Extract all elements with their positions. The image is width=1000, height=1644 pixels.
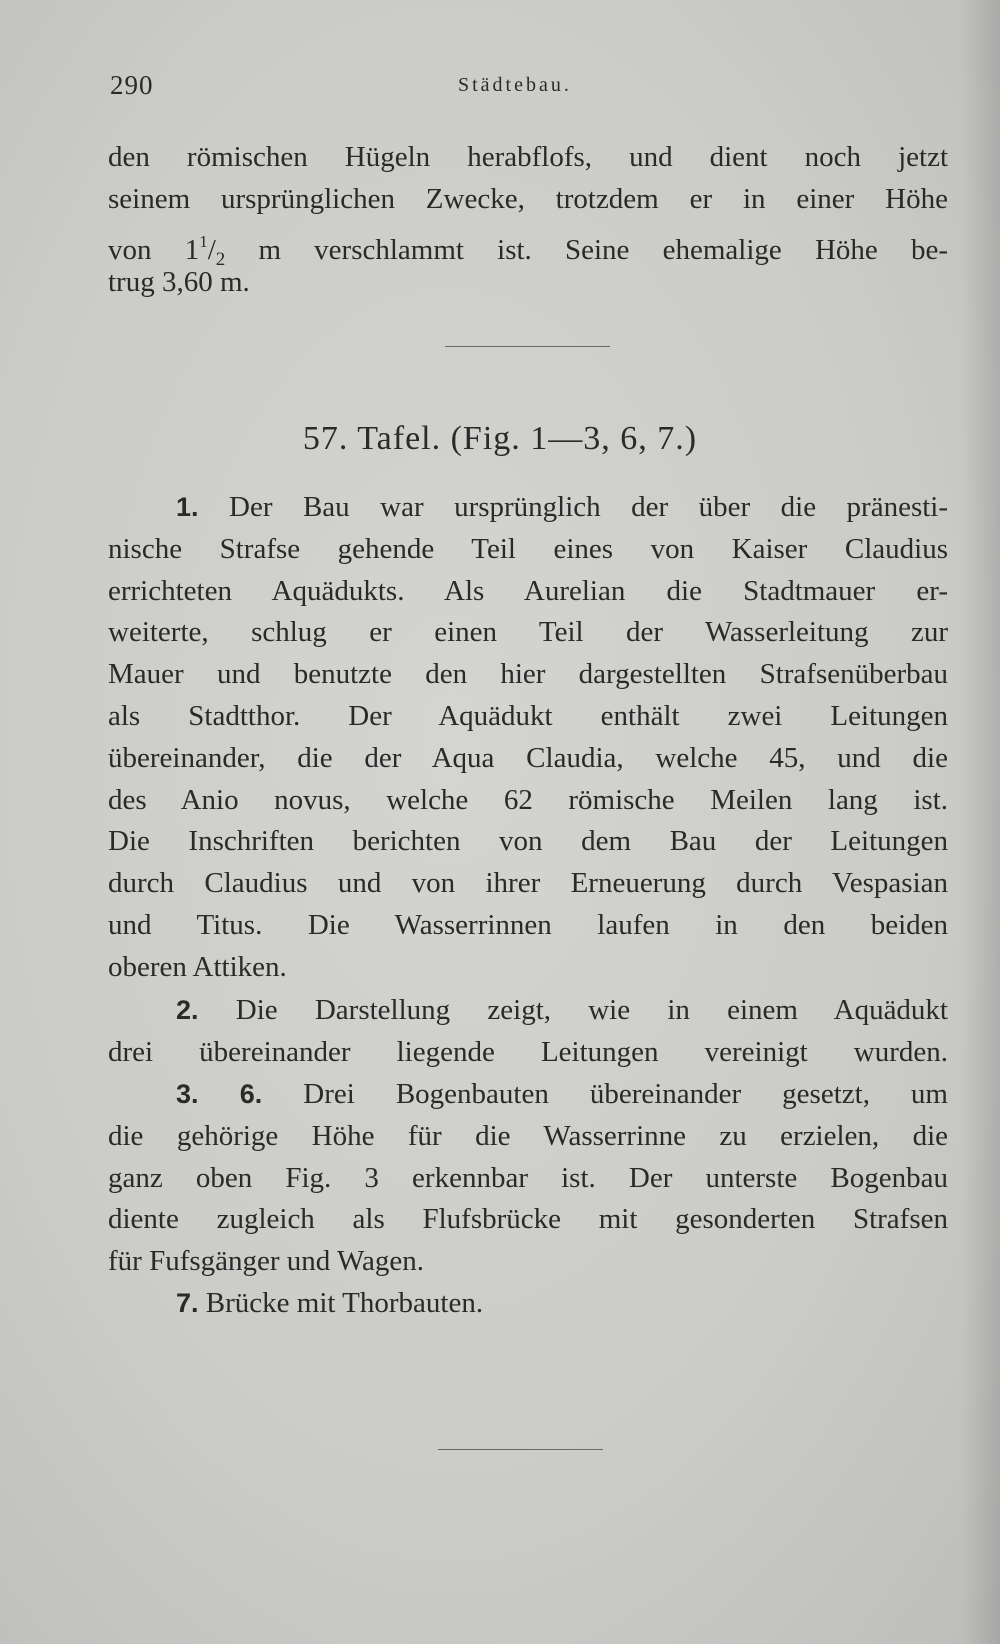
text-line: seinem ursprünglichen Zwecke, trotzdem er in einer Höhe <box>108 182 948 215</box>
item-2-paragraph <box>108 990 948 1074</box>
text-fragment: Der Bau war ursprünglich der über die pränesti- <box>198 491 948 523</box>
page-header <box>110 70 950 110</box>
item-number: 7. <box>176 1288 199 1318</box>
item-number: 1. <box>176 492 199 522</box>
text-line: Mauer und benutzte den hier dargestellten Strafsenüberbau <box>108 658 948 691</box>
text-line: ganz oben Fig. 3 erkennbar ist. Der unterste Bogenbau <box>108 1161 948 1194</box>
intro-paragraph <box>108 137 948 304</box>
text-line: des Anio novus, welche 62 römische Meilen lang ist. <box>108 783 948 816</box>
text-fragment: m verschlammt ist. Seine ehemalige Höhe be- <box>225 233 948 266</box>
item-7-paragraph <box>108 1283 948 1325</box>
text-line <box>108 487 948 529</box>
text-line: und Titus. Die Wasserrinnen laufen in den beiden <box>108 908 948 941</box>
text-line <box>108 221 948 270</box>
text-line: den römischen Hügeln herabflofs, und dient noch jetzt <box>108 141 948 173</box>
item-1-paragraph <box>108 487 948 989</box>
section-divider <box>445 346 610 347</box>
text-line: Die Inschriften berichten von dem Bau der Leitungen <box>108 825 948 858</box>
fraction-numerator: 1 <box>199 231 208 251</box>
text-fragment: von 1 <box>108 233 200 266</box>
text-line: als Stadtthor. Der Aquädukt enthält zwei Leitungen <box>108 699 948 732</box>
text-line: nische Strafse gehende Teil eines von Kaiser Claudius <box>108 532 948 565</box>
bottom-divider <box>438 1449 603 1450</box>
text-line: die gehörige Höhe für die Wasserrinne zu erzielen, die <box>108 1119 948 1152</box>
page-number: 290 <box>110 70 154 100</box>
item-3-paragraph <box>108 1074 948 1283</box>
section-heading: 57. Tafel. (Fig. 1—3, 6, 7.) <box>302 420 698 457</box>
text-line <box>108 990 948 1032</box>
text-fragment: Drei Bogenbauten übereinander gesetzt, um <box>262 1078 948 1110</box>
text-line <box>108 1283 948 1325</box>
text-line: übereinander, die der Aqua Claudia, welche 45, und die <box>108 741 948 774</box>
running-title: Städtebau. <box>458 74 572 96</box>
text-line: trug 3,60 m. <box>108 266 250 299</box>
text-line: diente zugleich als Flufsbrücke mit gesonderten Strafsen <box>108 1203 948 1236</box>
fraction-denominator: 2 <box>215 248 226 270</box>
text-fragment: Brücke mit Thorbauten. <box>198 1287 484 1319</box>
text-line: weiterte, schlug er einen Teil der Wasserleitung zur <box>108 616 948 649</box>
text-line: durch Claudius und von ihrer Erneuerung durch Vespasian <box>108 867 948 900</box>
text-line: oberen Attiken. <box>108 950 287 983</box>
text-fragment: Die Darstellung zeigt, wie in einem Aquädukt <box>198 994 948 1026</box>
fraction-slash: / <box>207 233 216 266</box>
item-number: 2. <box>176 995 199 1025</box>
text-line: für Fufsgänger und Wagen. <box>108 1245 425 1278</box>
text-line: errichteten Aquädukts. Als Aurelian die Stadtmauer er- <box>108 574 948 607</box>
text-line: drei übereinander liegende Leitungen vereinigt wurden. <box>108 1035 948 1068</box>
text-line <box>108 1074 948 1116</box>
item-number: 3. 6. <box>176 1079 263 1109</box>
page-edge-shadow <box>960 0 1000 1644</box>
